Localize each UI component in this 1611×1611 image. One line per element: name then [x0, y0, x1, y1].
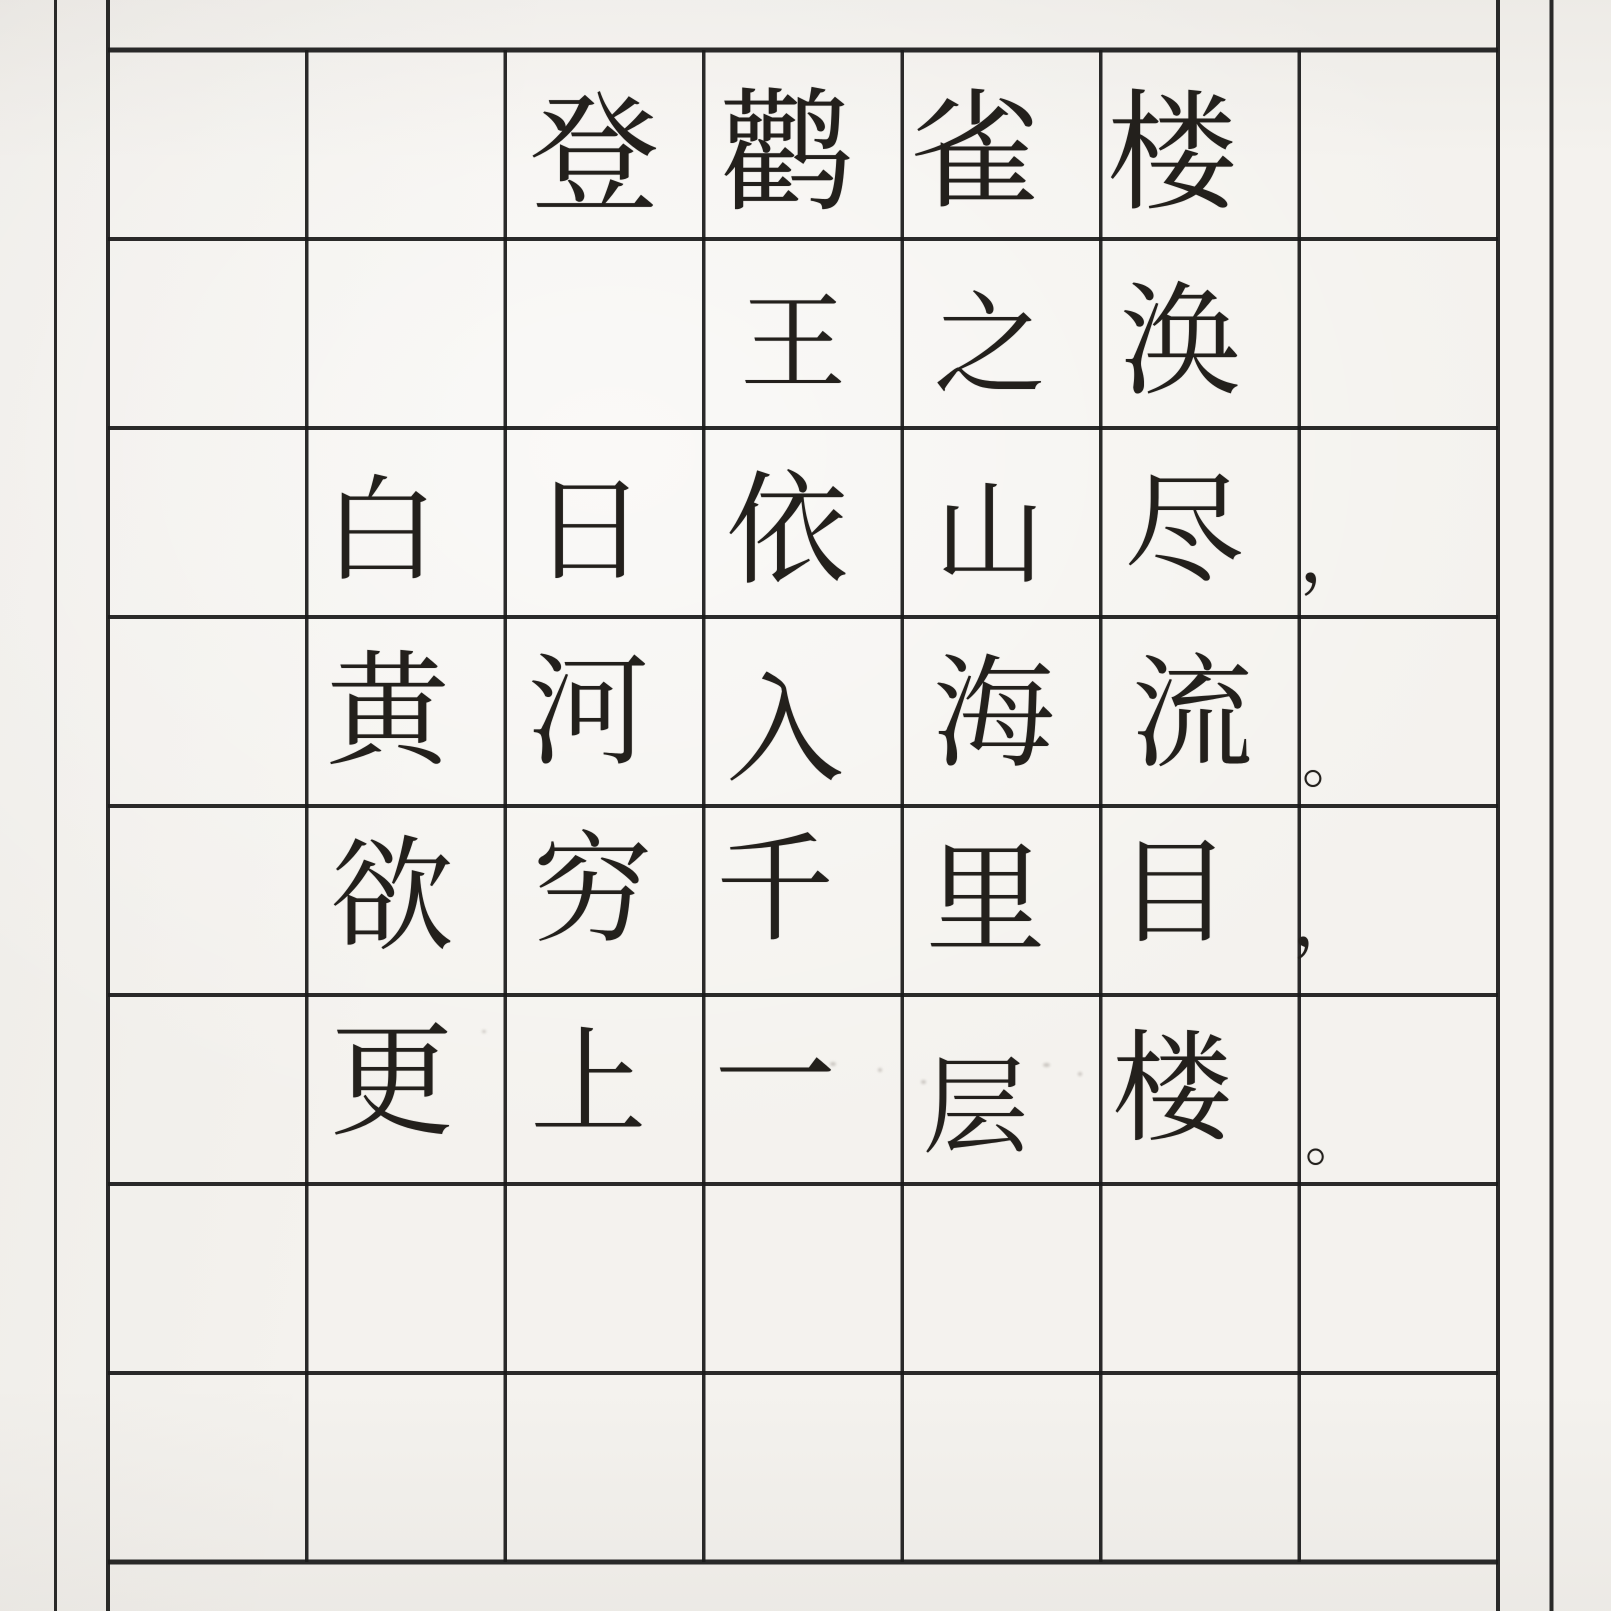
handwritten-character: 更: [329, 1009, 454, 1154]
handwritten-character: 目: [1117, 825, 1232, 959]
handwritten-character: 楼: [1112, 1019, 1233, 1159]
pencil-smudge: [482, 1030, 486, 1033]
handwritten-character: 依: [726, 459, 848, 602]
handwritten-character: 王: [740, 281, 846, 405]
handwritten-character: 尽: [1124, 460, 1245, 600]
pencil-smudge: [1043, 1063, 1050, 1067]
handwritten-character: 欲: [329, 824, 454, 969]
handwritten-character: 登: [529, 78, 660, 231]
handwritten-character: 涣: [1119, 270, 1242, 413]
handwritten-character: 雀: [911, 77, 1040, 227]
pencil-smudge: [1078, 1072, 1082, 1076]
handwritten-character: 黄: [325, 639, 450, 784]
handwritten-character: 层: [922, 1045, 1029, 1169]
handwritten-character: 千: [715, 819, 835, 958]
punctuation-mark: ，: [1291, 878, 1365, 962]
handwritten-character: 流: [1131, 642, 1254, 785]
handwritten-character: 之: [933, 280, 1046, 411]
handwritten-character: 白: [323, 463, 438, 597]
punctuation-mark: 。: [1302, 727, 1362, 797]
handwritten-character: 里: [925, 830, 1046, 970]
handwritten-character: 河: [527, 640, 650, 783]
pencil-smudge: [878, 1068, 882, 1072]
handwritten-character: 上: [530, 1015, 647, 1151]
handwritten-character: 入: [725, 660, 845, 799]
handwritten-character: 楼: [1107, 76, 1238, 229]
handwritten-character: 海: [932, 642, 1055, 785]
handwritten-character: 日: [532, 463, 647, 597]
handwritten-character: 一: [714, 1006, 836, 1149]
handwritten-character: 山: [934, 470, 1045, 599]
handwritten-character: 穷: [532, 820, 653, 960]
punctuation-mark: 。: [1304, 1106, 1364, 1174]
punctuation-mark: ，: [1299, 513, 1373, 599]
handwritten-character: 鹳: [719, 74, 855, 231]
